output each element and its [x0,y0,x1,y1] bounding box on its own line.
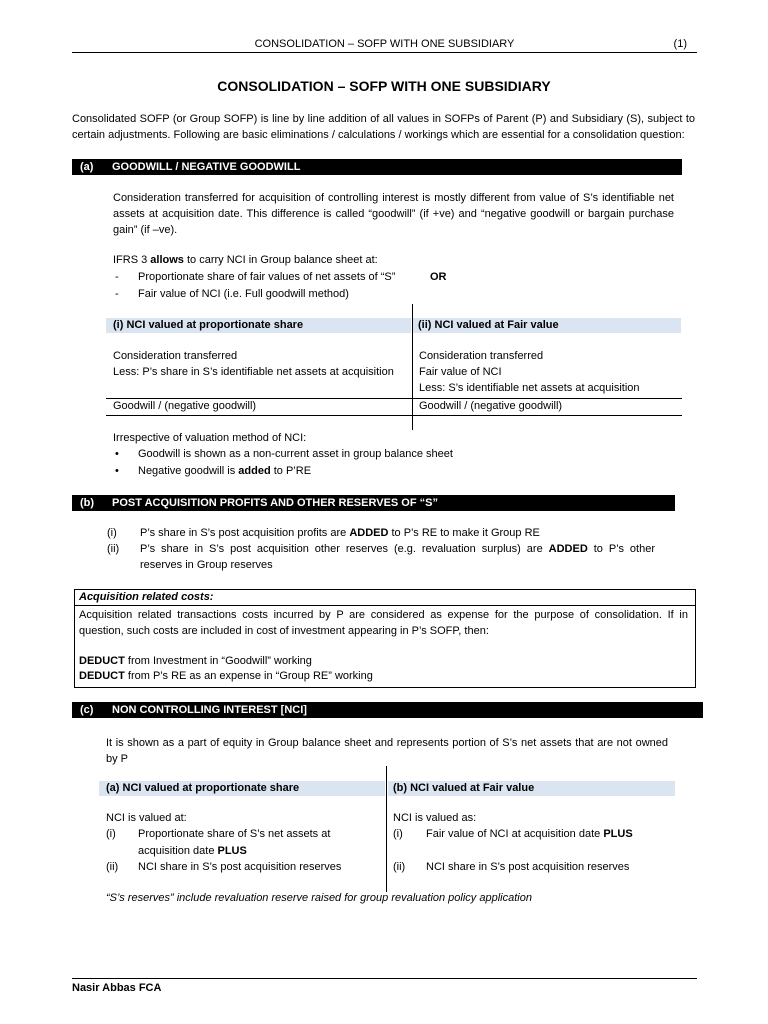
b-item-i [140,527,540,539]
ifrs-line [113,254,378,266]
goodwill-left-header [106,318,411,333]
deduct-text-2: from P’s RE as an expense in “Group RE” working [124,670,373,682]
nci-left-i-pre: acquisition date [138,845,218,857]
section-a-title: GOODWILL / NEGATIVE GOODWILL [112,161,301,173]
acq-box-title: Acquisition related costs: [79,591,214,603]
bullet-text-2 [138,465,311,477]
goodwill-right-header [413,318,681,333]
nci-table-divider [386,766,387,892]
left-line-2: Less: P’s share in S’s identifiable net assets at acquisition [113,366,394,378]
b-item-i-num: (i) [107,527,117,539]
section-a-label: (a) [80,161,94,173]
deduct-bold-2: DEDUCT [79,670,125,682]
dash-2: - [115,288,119,300]
b-item-ii-line1 [140,543,655,555]
nci-right-i-pre: Fair value of NCI at acquisition date [426,828,604,840]
acq-box-paragraph: Acquisition related transactions costs incurred by P are considered as expense for the purpose of consolidation. If in question, such costs are included in cost of investment appearing in P’s SOFP, then: [79,609,688,637]
acq-box-rule [74,605,695,606]
bullet2-post: to P’RE [270,465,312,477]
page-header [72,38,697,53]
left-total: Goodwill / (negative goodwill) [113,400,257,412]
right-line-3: Less: S’s identifiable net assets at acquisition [419,382,640,394]
footer-author: Nasir Abbas FCA [72,982,162,994]
nci-left-i-line2 [138,845,247,857]
nci-right-header [388,781,675,796]
nci-left-i-line1: Proportionate share of S’s net assets at [138,828,331,840]
nci-right-ii: NCI share in S’s post acquisition reserves [426,861,630,873]
nci-right-header-text: (b) NCI valued at Fair value [393,782,535,794]
goodwill-left-header-text: (i) NCI valued at proportionate share [113,319,304,331]
deduct-bold-1: DEDUCT [79,655,125,667]
b-ii-post: to P’s other [587,543,655,555]
goodwill-right-header-text: (ii) NCI valued at Fair value [418,319,559,331]
nci-left-header-text: (a) NCI valued at proportionate share [106,782,300,794]
ifrs-bold: allows [150,254,184,266]
b-ii-pre: P’s share in S’s post acquisition other reserves (e.g. revaluation surplus) are [140,543,549,555]
plus-bold-2: PLUS [603,828,633,840]
header-title: CONSOLIDATION – SOFP WITH ONE SUBSIDIARY [254,38,515,50]
nci-right-i-num: (i) [393,828,403,840]
nci-right-i [426,828,633,840]
ifrs-post: to carry NCI in Group balance sheet at: [183,254,378,266]
section-c-bar [72,702,703,718]
deduct-text-1: from Investment in “Goodwill” working [124,655,312,667]
nci-left-ii-num: (ii) [106,861,119,873]
bullet-icon-1: • [115,448,119,460]
section-b-label: (b) [80,497,95,509]
plus-bold-1: PLUS [217,845,247,857]
b-i-pre: P’s share in S’s post acquisition profits are [140,527,350,539]
bullet2-pre: Negative goodwill is [138,465,239,477]
nci-left-header [99,781,385,796]
b-i-bold: ADDED [349,527,389,539]
nci-right-intro: NCI is valued as: [393,812,477,824]
section-c-label: (c) [80,704,94,716]
goodwill-table-bottom-rule [106,415,682,416]
option-1: Proportionate share of fair values of net assets of “S” [138,271,396,283]
page-title: CONSOLIDATION – SOFP WITH ONE SUBSIDIARY [217,78,551,94]
or-label: OR [430,271,447,283]
goodwill-table-rule [106,398,682,399]
bullet-icon-2: • [115,465,119,477]
ifrs-pre: IFRS 3 [113,254,151,266]
b-ii-bold: ADDED [548,543,588,555]
goodwill-paragraph: Consideration transferred for acquisition of controlling interest is mostly different from value of S’s identifiable net assets at acquisition date. This difference is called “goodwill” (if +ve) and “negative goodwill or bargain purchase gain” (if –ve). [113,192,674,236]
right-line-2: Fair value of NCI [419,366,502,378]
dash-1: - [115,271,119,283]
irrespective-line: Irrespective of valuation method of NCI: [113,432,307,444]
bullet-text-1: Goodwill is shown as a non-current asset in group balance sheet [138,448,453,460]
left-line-1: Consideration transferred [113,350,238,362]
b-i-post: to P’s RE to make it Group RE [388,527,540,539]
nci-right-ii-num: (ii) [393,861,406,873]
section-c-title: NON CONTROLLING INTEREST [NCI] [112,704,307,716]
acq-deduct-2 [79,670,373,682]
section-b-bar [72,495,675,511]
nci-note: “S’s reserves” include revaluation reserve raised for group revaluation policy application [106,892,532,904]
b-item-ii-line2: reserves in Group reserves [140,559,273,571]
right-line-1: Consideration transferred [419,350,544,362]
section-b-title: POST ACQUISITION PROFITS AND OTHER RESERVES OF “S” [112,497,438,509]
page-number: (1) [673,38,687,50]
b-item-ii-num: (ii) [107,543,120,555]
intro-paragraph: Consolidated SOFP (or Group SOFP) is line by line addition of all values in SOFPs of Parent (P) and Subsidiary (S), subject to certain adjustments. Following are basic eliminations / calculations / workings which are essential for a consolidation question: [72,113,695,141]
section-a-bar [72,159,682,175]
nci-left-i-num: (i) [106,828,116,840]
nci-paragraph: It is shown as a part of equity in Group balance sheet and represents portion of S’s net assets that are not owned by P [106,737,668,765]
footer-rule [72,978,697,979]
nci-left-intro: NCI is valued at: [106,812,187,824]
right-total: Goodwill / (negative goodwill) [419,400,563,412]
acq-deduct-1 [79,655,312,667]
nci-left-ii: NCI share in S’s post acquisition reserves [138,861,342,873]
option-2: Fair value of NCI (i.e. Full goodwill method) [138,288,349,300]
bullet2-bold: added [238,465,271,477]
